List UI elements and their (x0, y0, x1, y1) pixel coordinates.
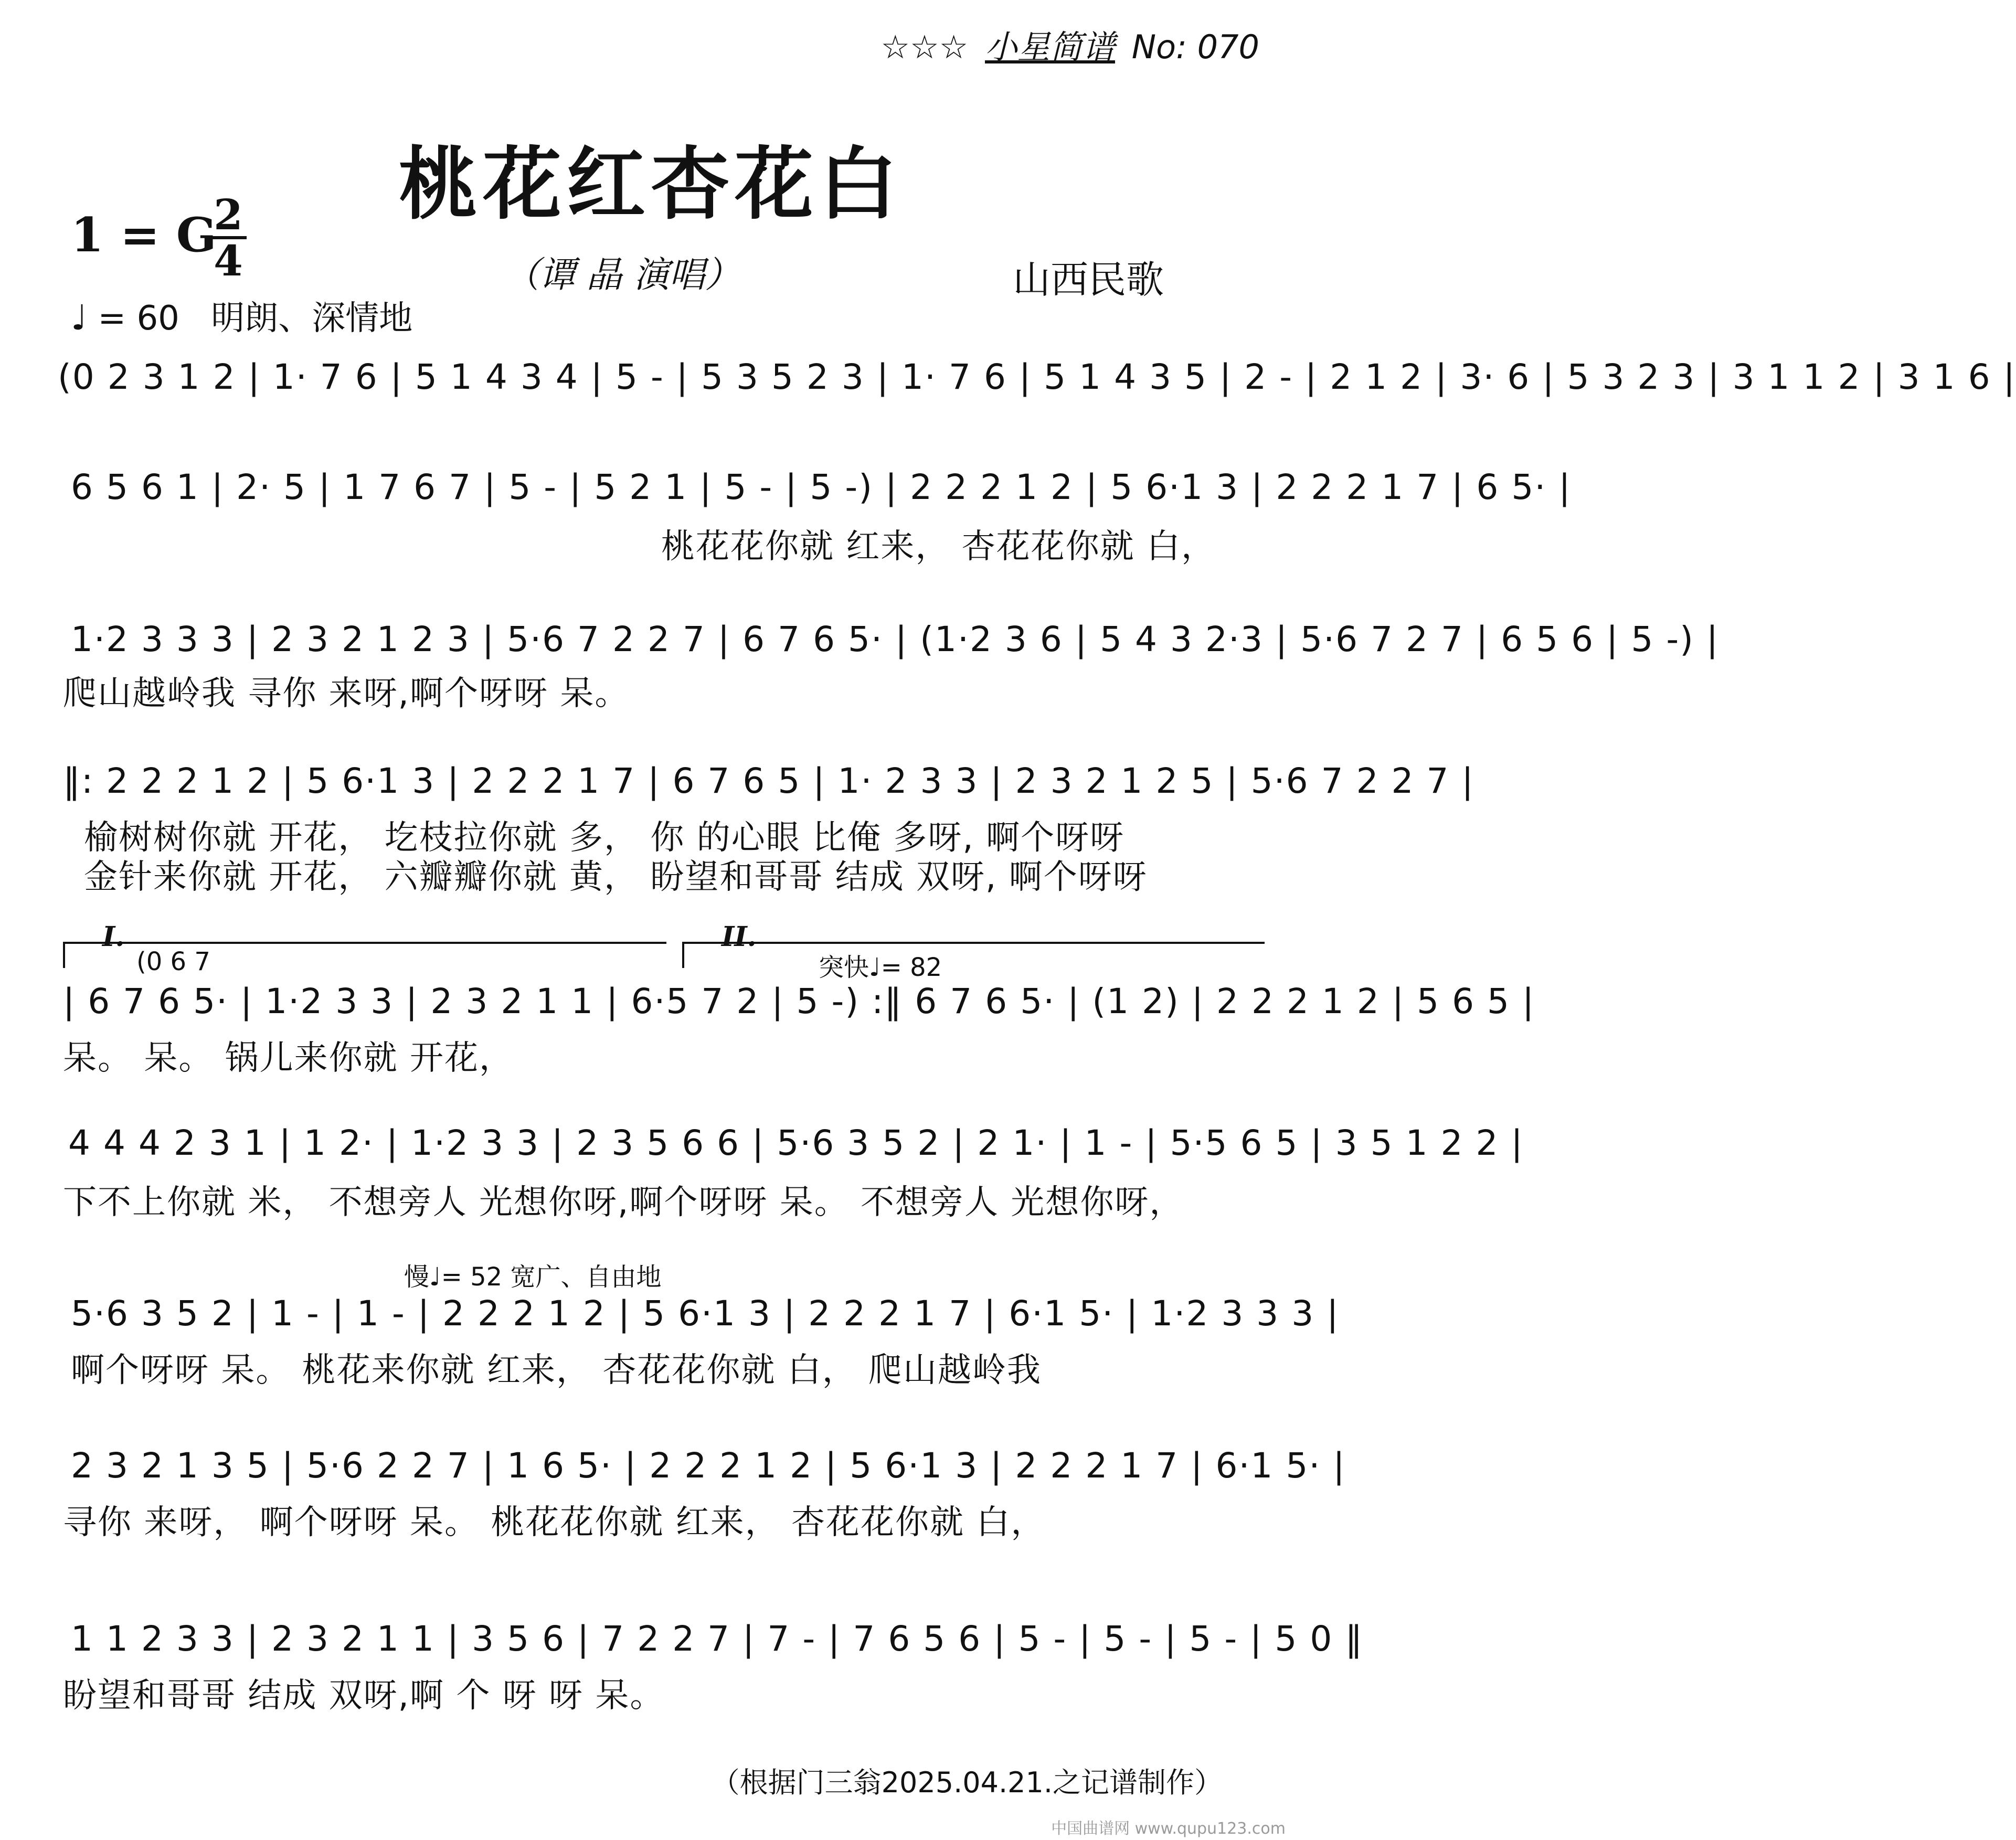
lyrics-line-2: 桃花花你就 红来， 杏花花你就 白， (661, 527, 1216, 566)
tempo-change-fast: 突快♩= 82 (819, 953, 942, 982)
volta-label-second: II. (721, 921, 757, 953)
lyrics-line-4b: 金针来你就 开花， 六瓣瓣你就 黄， 盼望和哥哥 结成 双呀, 啊个呀呀 (84, 858, 1148, 897)
score-line-5: | 6 7 6 5· | 1·2 3 3 | 2 3 2 1 1 | 6·5 7 2 | 5 -) :‖ 6 7 6 5· | (1 2) | 2 2 2 1 2 | 5 6 5 | (63, 981, 1535, 1022)
quarter-note-icon: ♩ (71, 297, 88, 338)
meter-top: 2 (214, 190, 243, 239)
star-icons: ☆☆☆ (880, 28, 969, 66)
expression-text: 明朗、深情地 (211, 299, 413, 338)
brand-name: 小星简谱 (985, 28, 1116, 66)
score-number: No: 070 (1131, 28, 1259, 66)
score-line-7: 5·6 3 5 2 | 1 - | 1 - | 2 2 2 1 2 | 5 6·1 3 | 2 2 2 1 7 | 6·1 5· | 1·2 3 3 3 | (71, 1293, 1340, 1334)
volta-bracket-second (682, 942, 1265, 944)
volta-bracket-first (63, 942, 666, 944)
lyrics-line-6: 下不上你就 米， 不想旁人 光想你呀,啊个呀呀 呆。 不想旁人 光想你呀， (63, 1183, 1184, 1222)
tempo-marking (71, 291, 412, 339)
volta-label-first: I. (102, 921, 125, 953)
lyrics-line-8: 寻你 来呀， 啊个呀呀 呆。 桃花花你就 红来， 杏花花你就 白， (63, 1503, 1046, 1542)
watermark-logo: 中国曲谱网 www.qupu123.com (1051, 1820, 1286, 1838)
tempo-value: = 60 (98, 299, 179, 338)
lyrics-line-5: 呆。 呆。 锅儿来你就 开花， (63, 1039, 514, 1078)
score-line-8: 2 3 2 1 3 5 | 5·6 2 2 7 | 1 6 5· | 2 2 2 1 2 | 5 6·1 3 | 2 2 2 1 7 | 6·1 5· | (71, 1445, 1346, 1486)
singer-credit: （谭 晶 演唱） (504, 254, 741, 296)
meter-bottom: 4 (214, 236, 243, 285)
header-brand (881, 21, 1259, 68)
score-line-4: ‖: 2 2 2 1 2 | 5 6·1 3 | 2 2 2 1 7 | 6 7 6 5 | 1· 2 3 3 | 2 3 2 1 2 5 | 5·6 7 2 2 7 | (63, 761, 1474, 801)
volta-first-cue: (0 6 7 (136, 947, 210, 976)
score-line-6: 4 4 4 2 3 1 | 1 2· | 1·2 3 3 | 2 3 5 6 6 | 5·6 3 5 2 | 2 1· | 1 - | 5·5 6 5 | 3 5 1 2 2 | (68, 1123, 1524, 1163)
song-title: 桃花红杏花白 (398, 138, 903, 230)
lyrics-line-4a: 榆树树你就 开花， 圪枝拉你就 多， 你 的心眼 比俺 多呀, 啊个呀呀 (84, 818, 1125, 857)
lyrics-line-3: 爬山越岭我 寻你 来呀,啊个呀呀 呆。 (63, 674, 630, 713)
song-genre: 山西民歌 (1013, 258, 1164, 302)
tempo-change-slow: 慢♩= 52 宽广、自由地 (404, 1262, 662, 1292)
key-signature: 1 = G (71, 207, 217, 263)
score-line-3: 1·2 3 3 3 | 2 3 2 1 2 3 | 5·6 7 2 2 7 | 6 7 6 5· | (1·2 3 6 | 5 4 3 2·3 | 5·6 7 2 7 | 6 5 6 | 5 -) | (71, 619, 1720, 660)
volta-tick-second (682, 942, 684, 968)
score-line-2: 6 5 6 1 | 2· 5 | 1 7 6 7 | 5 - | 5 2 1 | 5 - | 5 -) | 2 2 2 1 2 | 5 6·1 3 | 2 2 2 1 7 | 6 5· | (71, 467, 1572, 507)
score-line-1: (0 2 3 1 2 | 1· 7 6 | 5 1 4 3 4 | 5 - | 5 3 5 2 3 | 1· 7 6 | 5 1 4 3 5 | 2 - | 2 1 2 | 3· 6 | 5 3 2 3 | 3 1 1 2 | 3 1 6 | (58, 357, 2016, 397)
lyrics-line-9: 盼望和哥哥 结成 双呀,啊 个 呀 呀 呆。 (63, 1676, 665, 1715)
volta-tick-first (63, 942, 65, 968)
score-line-9: 1 1 2 3 3 | 2 3 2 1 1 | 3 5 6 | 7 2 2 7 | 7 - | 7 6 5 6 | 5 - | 5 - | 5 - | 5 0 ‖ (71, 1619, 1364, 1659)
transcription-credit: （根据门三翁2025.04.21.之记谱制作） (711, 1766, 1223, 1799)
lyrics-line-7: 啊个呀呀 呆。 桃花来你就 红来， 杏花花你就 白， 爬山越岭我 (71, 1351, 1042, 1390)
time-signature (210, 190, 247, 285)
